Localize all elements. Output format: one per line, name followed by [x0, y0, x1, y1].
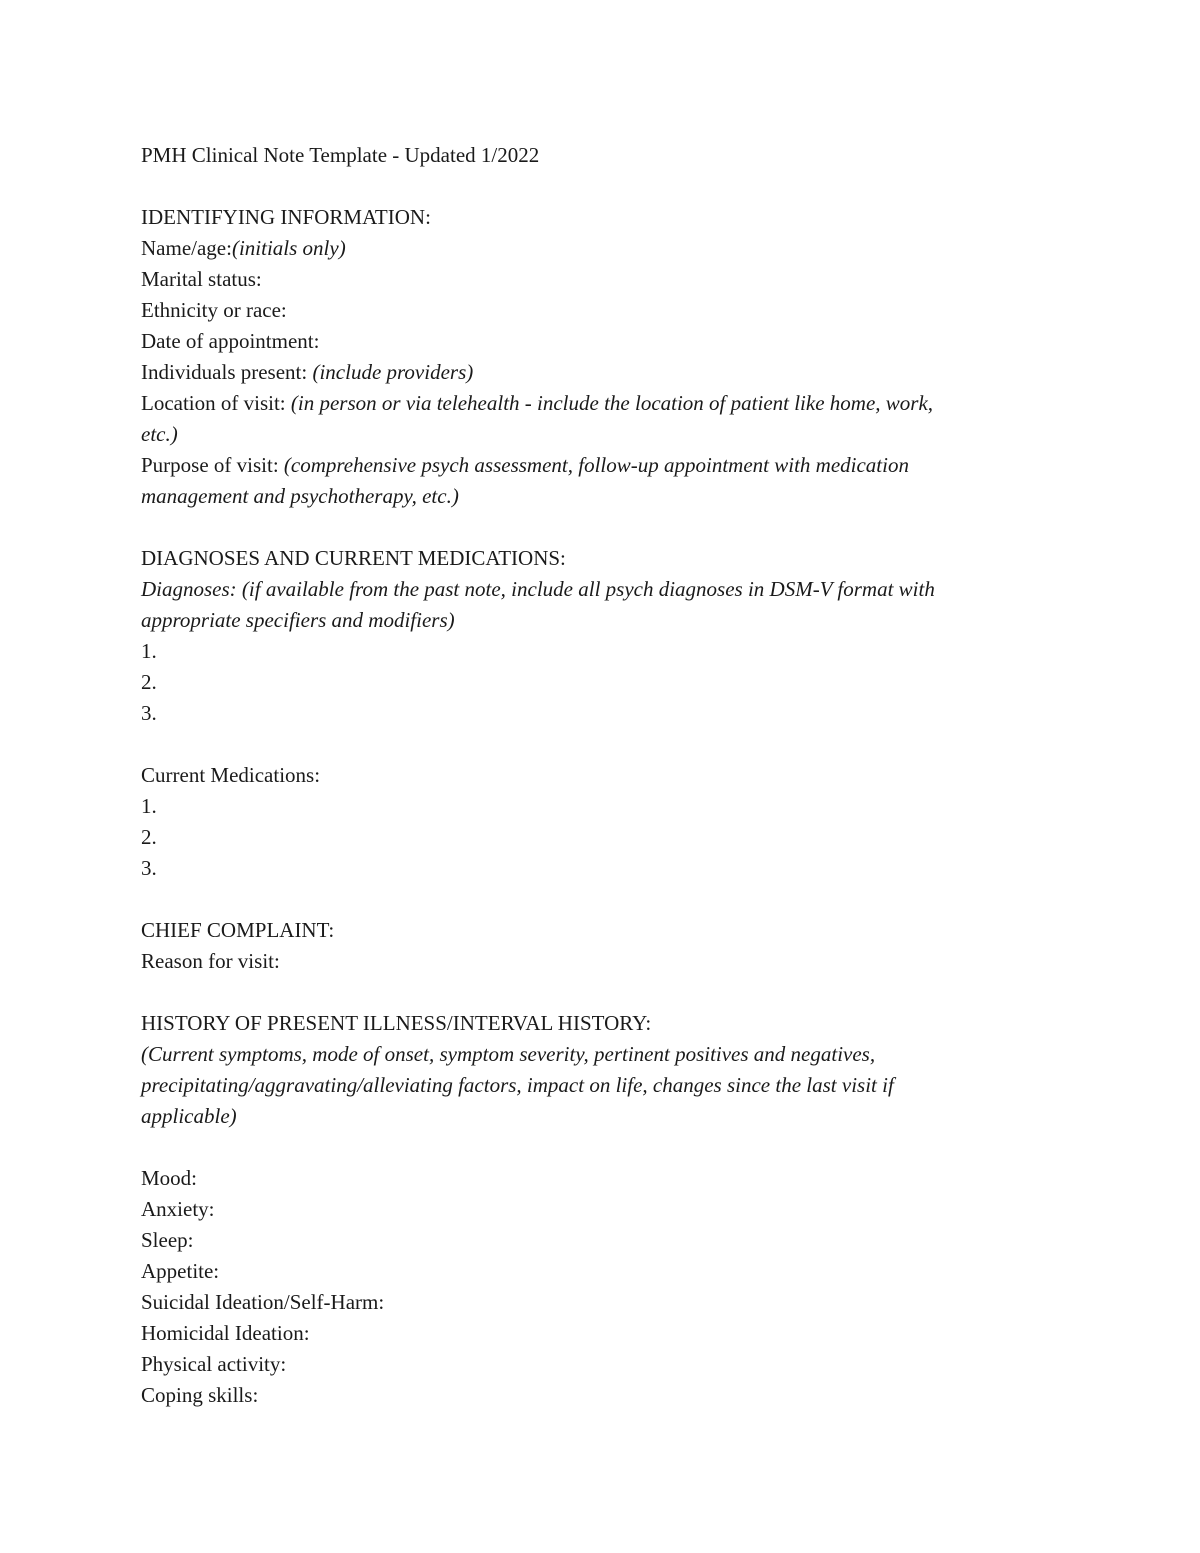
purpose-label: Purpose of visit:	[141, 453, 284, 477]
purpose-hint: (comprehensive psych assessment, follow-up appointment with medication	[283, 453, 909, 477]
spacer	[141, 1132, 1071, 1163]
individuals-present-hint: (include providers)	[312, 360, 474, 384]
chief-complaint-heading: CHIEF COMPLAINT:	[141, 918, 335, 942]
history-hint-continued: precipitating/aggravating/alleviating factors, impact on life, changes since the last visit if	[141, 1073, 894, 1097]
spacer	[141, 729, 1071, 760]
history-field-homicidal-ideation: Homicidal Ideation:	[141, 1321, 310, 1345]
diagnosis-item: 1.	[141, 639, 157, 663]
spacer	[141, 977, 1071, 1008]
diagnoses-hint: Diagnoses: (if available from the past note, include all psych diagnoses in DSM-V format with	[141, 577, 935, 601]
individuals-present-line	[141, 357, 1071, 388]
appointment-date-label: Date of appointment:	[141, 329, 320, 353]
purpose-line	[141, 450, 1071, 481]
history-field-anxiety: Anxiety:	[141, 1197, 215, 1221]
name-age-hint: (initials only)	[231, 236, 346, 260]
purpose-hint-continued: management and psychotherapy, etc.)	[141, 484, 459, 508]
name-age-line	[141, 233, 1071, 264]
spacer	[141, 512, 1071, 543]
diagnosis-item: 2.	[141, 670, 157, 694]
reason-for-visit-label: Reason for visit:	[141, 949, 280, 973]
identifying-heading: IDENTIFYING INFORMATION:	[141, 205, 431, 229]
spacer	[141, 171, 1071, 202]
location-hint-continued: etc.)	[141, 422, 178, 446]
history-heading: HISTORY OF PRESENT ILLNESS/INTERVAL HISTORY:	[141, 1011, 652, 1035]
marital-status-label: Marital status:	[141, 267, 262, 291]
ethnicity-label: Ethnicity or race:	[141, 298, 287, 322]
name-age-label: Name/age:	[141, 236, 232, 260]
medications-heading: Current Medications:	[141, 763, 321, 787]
diagnoses-hint-continued: appropriate specifiers and modifiers)	[141, 608, 455, 632]
history-hint-end: applicable)	[141, 1104, 237, 1128]
medication-item: 2.	[141, 825, 157, 849]
location-hint: (in person or via telehealth - include the location of patient like home, work,	[290, 391, 934, 415]
spacer	[141, 884, 1071, 915]
medication-item: 1.	[141, 794, 157, 818]
location-label: Location of visit:	[141, 391, 291, 415]
diagnosis-item: 3.	[141, 701, 157, 725]
history-field-suicidal-ideation: Suicidal Ideation/Self-Harm:	[141, 1290, 385, 1314]
history-hint: (Current symptoms, mode of onset, symptom severity, pertinent positives and negatives,	[141, 1042, 876, 1066]
history-field-mood: Mood:	[141, 1166, 198, 1190]
diagnoses-heading: DIAGNOSES AND CURRENT MEDICATIONS:	[141, 546, 566, 570]
medication-item: 3.	[141, 856, 157, 880]
history-field-sleep: Sleep:	[141, 1228, 194, 1252]
individuals-present-label: Individuals present:	[141, 360, 313, 384]
history-field-appetite: Appetite:	[141, 1259, 220, 1283]
history-field-physical-activity: Physical activity:	[141, 1352, 287, 1376]
document-page	[141, 140, 1071, 1411]
location-line	[141, 388, 1071, 419]
history-field-coping-skills: Coping skills:	[141, 1383, 259, 1407]
document-title: PMH Clinical Note Template - Updated 1/2022	[141, 143, 540, 167]
